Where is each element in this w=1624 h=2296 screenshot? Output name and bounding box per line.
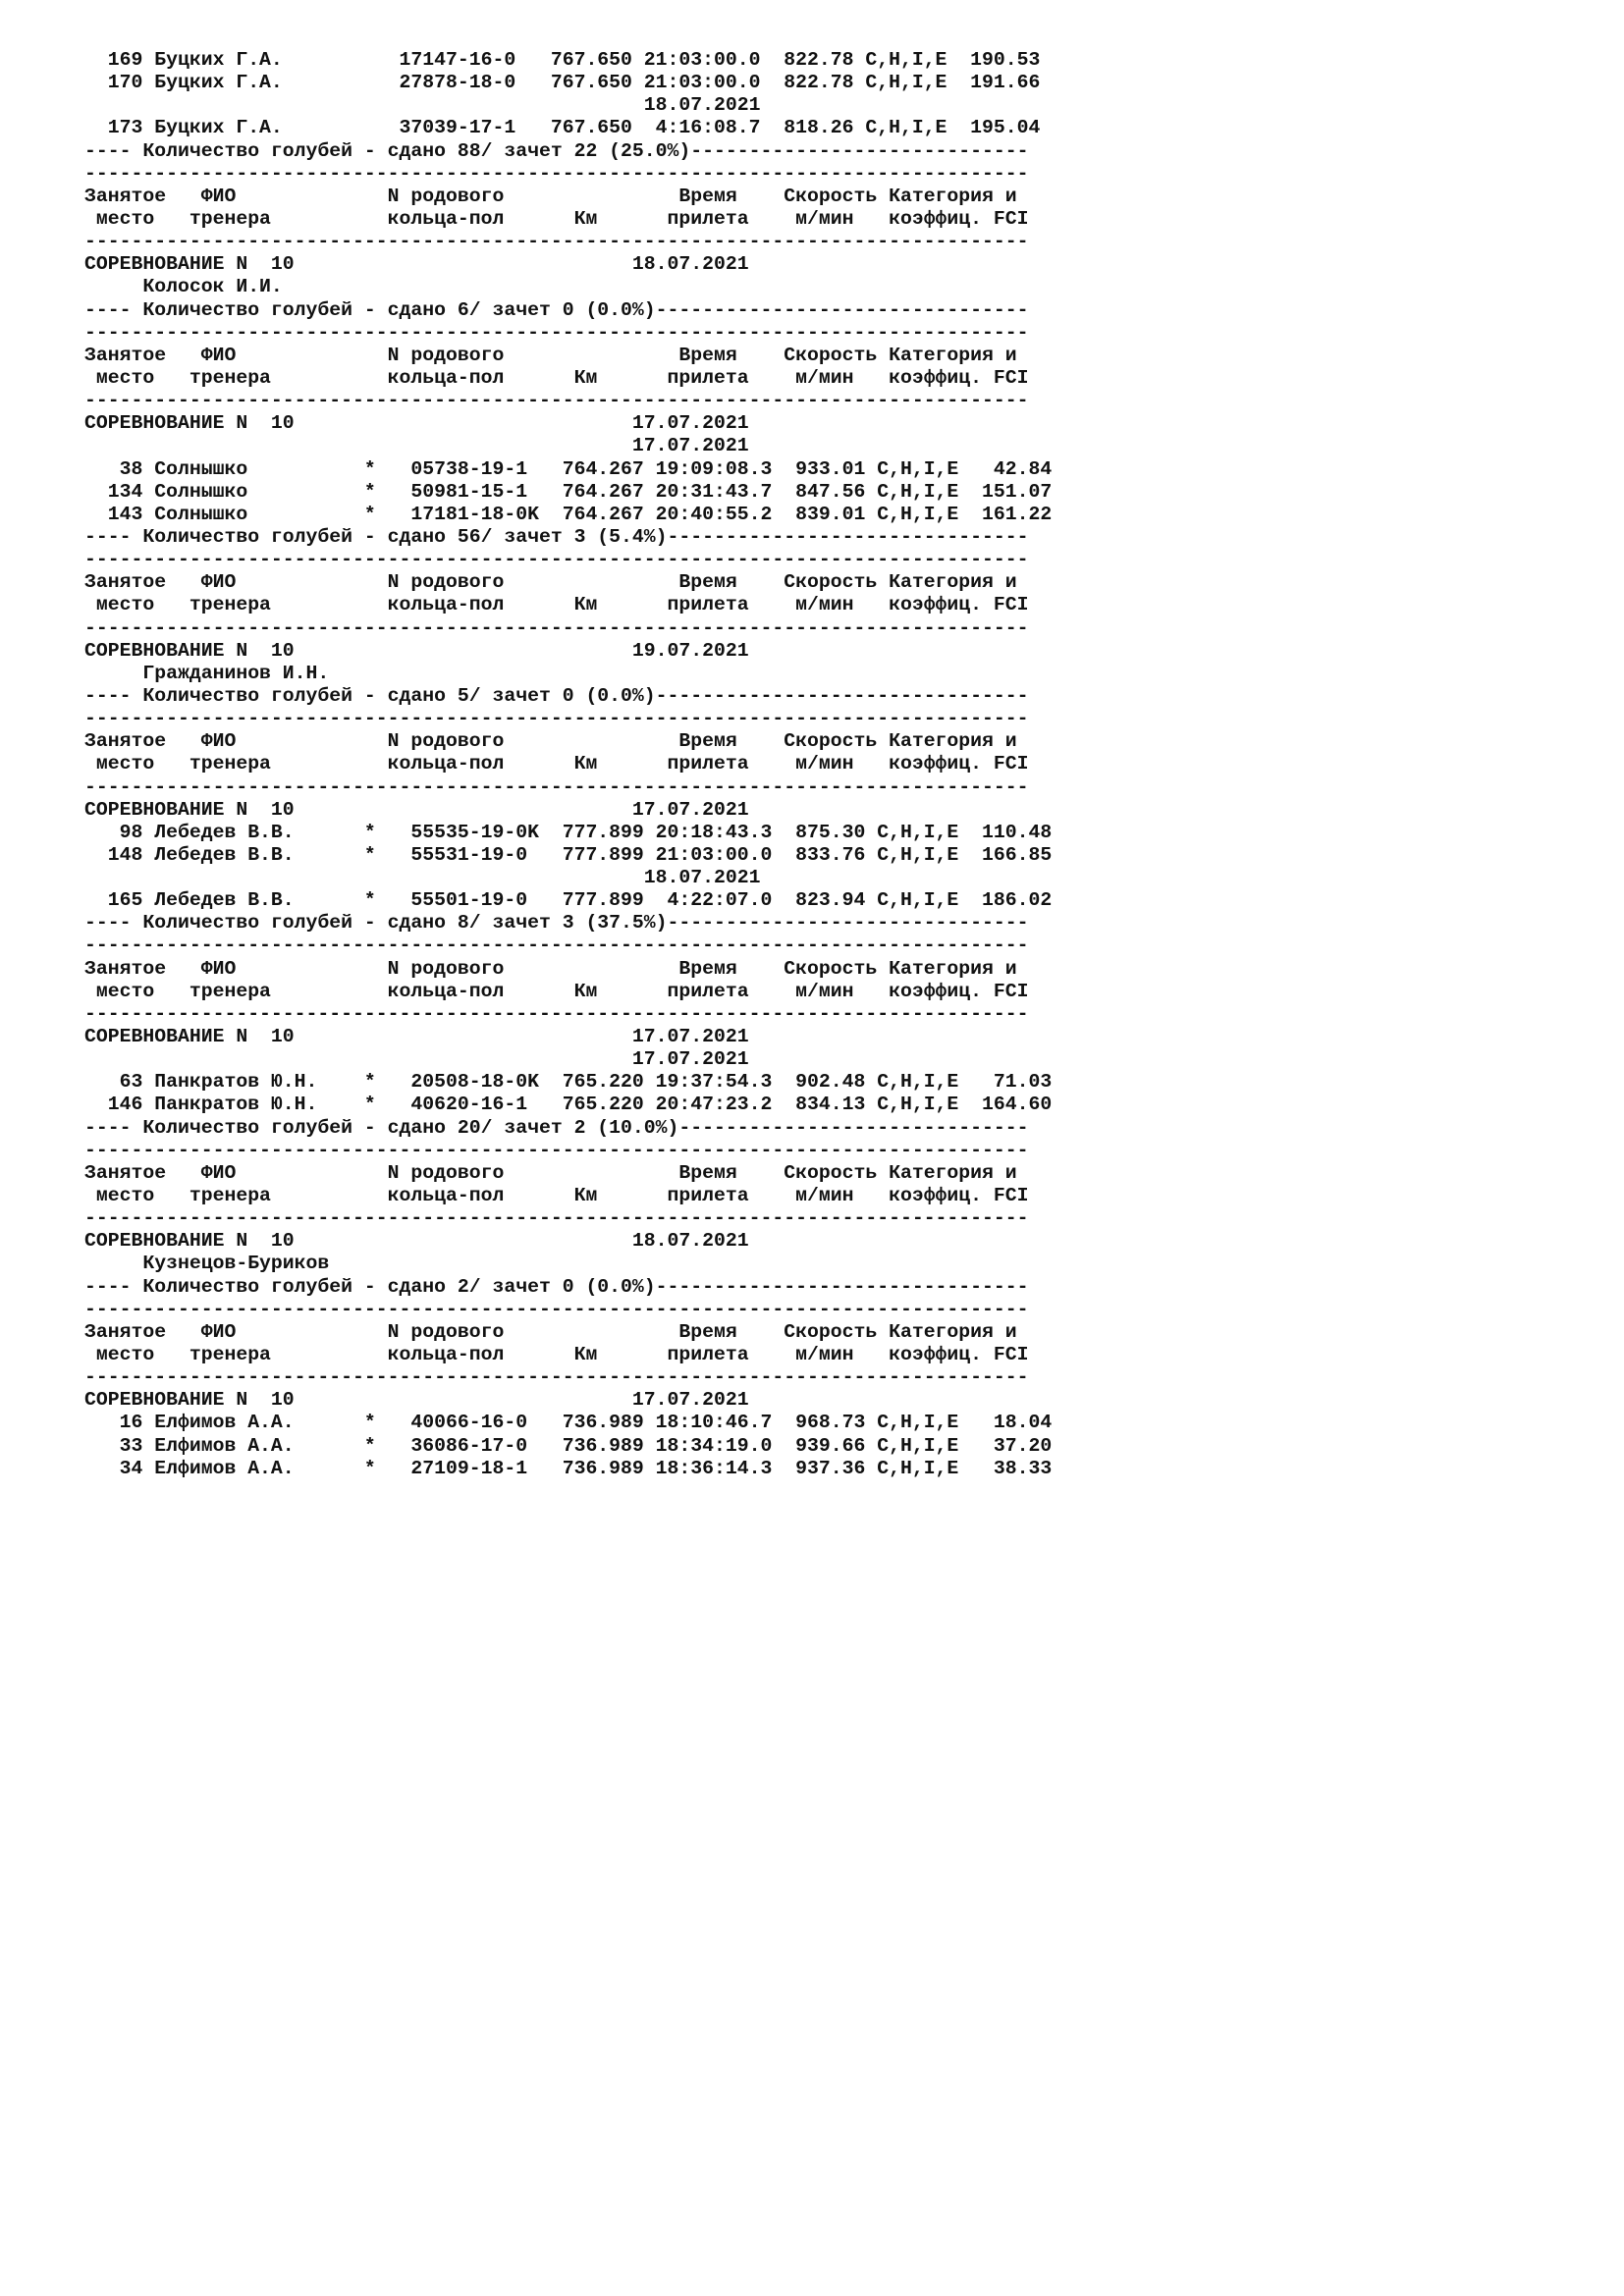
competition-heading: СОРЕВНОВАНИЕ N 10 17.07.2021 <box>84 1026 749 1048</box>
separator-line: --------------------------------------------------------------------------------- <box>84 231 1029 253</box>
separator-line: --------------------------------------------------------------------------------- <box>84 1207 1029 1230</box>
trainer-name-line: Колосок И.И. <box>84 276 283 298</box>
summary-line: ---- Количество голубей - сдано 8/ зачет 3 (37.5%)------------------------------- <box>84 912 1029 934</box>
result-row: 143 Солнышко * 17181-18-0K 764.267 20:40:55.2 839.01 C,H,I,E 161.22 <box>84 503 1053 525</box>
column-header-line: место тренера кольца-пол Км прилета м/мин коэффиц. FCI <box>84 366 1029 389</box>
result-row: 38 Солнышко * 05738-19-1 764.267 19:09:08.3 933.01 C,H,I,E 42.84 <box>84 457 1053 480</box>
result-row: 146 Панкратов Ю.Н. * 40620-16-1 765.220 20:47:23.2 834.13 C,H,I,E 164.60 <box>84 1094 1053 1116</box>
column-header-line: место тренера кольца-пол Км прилета м/мин коэффиц. FCI <box>84 1185 1029 1207</box>
separator-line: --------------------------------------------------------------------------------- <box>84 321 1029 344</box>
summary-line: ---- Количество голубей - сдано 20/ зачет 2 (10.0%)------------------------------ <box>84 1116 1029 1139</box>
column-header-line: Занятое ФИО N родового Время Скорость Категория и <box>84 1320 1017 1343</box>
separator-line: --------------------------------------------------------------------------------- <box>84 1002 1029 1025</box>
competition-heading: СОРЕВНОВАНИЕ N 10 17.07.2021 <box>84 798 749 821</box>
trainer-name-line: Кузнецов-Буриков <box>84 1253 330 1275</box>
date-line: 17.07.2021 <box>84 435 749 457</box>
result-row: 33 Елфимов А.А. * 36086-17-0 736.989 18:34:19.0 939.66 C,H,I,E 37.20 <box>84 1434 1053 1457</box>
summary-line: ---- Количество голубей - сдано 88/ зачет 22 (25.0%)----------------------------- <box>84 139 1029 162</box>
separator-line: --------------------------------------------------------------------------------- <box>84 1298 1029 1320</box>
column-header-line: Занятое ФИО N родового Время Скорость Категория и <box>84 730 1017 753</box>
separator-line: --------------------------------------------------------------------------------- <box>84 1366 1029 1389</box>
column-header-line: место тренера кольца-пол Км прилета м/мин коэффиц. FCI <box>84 980 1029 1002</box>
summary-line: ---- Количество голубей - сдано 5/ зачет 0 (0.0%)-------------------------------- <box>84 684 1029 707</box>
result-row: 98 Лебедев В.В. * 55535-19-0K 777.899 20:18:43.3 875.30 C,H,I,E 110.48 <box>84 821 1053 843</box>
column-header-line: Занятое ФИО N родового Время Скорость Категория и <box>84 571 1017 594</box>
results-printout <box>84 49 1066 1480</box>
date-line: 18.07.2021 <box>84 867 761 889</box>
separator-line: --------------------------------------------------------------------------------- <box>84 616 1029 639</box>
date-line: 17.07.2021 <box>84 1048 749 1071</box>
column-header-line: Занятое ФИО N родового Время Скорость Категория и <box>84 344 1017 366</box>
result-row: 148 Лебедев В.В. * 55531-19-0 777.899 21:03:00.0 833.76 C,H,I,E 166.85 <box>84 843 1053 866</box>
separator-line: --------------------------------------------------------------------------------- <box>84 549 1029 571</box>
separator-line: --------------------------------------------------------------------------------- <box>84 390 1029 412</box>
column-header-line: место тренера кольца-пол Км прилета м/мин коэффиц. FCI <box>84 207 1029 230</box>
column-header-line: Занятое ФИО N родового Время Скорость Категория и <box>84 1161 1017 1184</box>
competition-heading: СОРЕВНОВАНИЕ N 10 19.07.2021 <box>84 639 749 662</box>
competition-heading: СОРЕВНОВАНИЕ N 10 17.07.2021 <box>84 1389 749 1412</box>
column-header-line: место тренера кольца-пол Км прилета м/мин коэффиц. FCI <box>84 1344 1029 1366</box>
result-row: 16 Елфимов А.А. * 40066-16-0 736.989 18:10:46.7 968.73 C,H,I,E 18.04 <box>84 1412 1053 1434</box>
column-header-line: Занятое ФИО N родового Время Скорость Категория и <box>84 185 1017 207</box>
summary-line: ---- Количество голубей - сдано 56/ зачет 3 (5.4%)------------------------------- <box>84 525 1029 548</box>
result-row: 165 Лебедев В.В. * 55501-19-0 777.899 4:22:07.0 823.94 C,H,I,E 186.02 <box>84 889 1053 912</box>
separator-line: --------------------------------------------------------------------------------- <box>84 1139 1029 1161</box>
column-header-line: Занятое ФИО N родового Время Скорость Категория и <box>84 957 1017 980</box>
date-line: 18.07.2021 <box>84 94 761 117</box>
separator-line: --------------------------------------------------------------------------------- <box>84 708 1029 730</box>
trainer-name-line: Гражданинов И.Н. <box>84 662 330 684</box>
competition-heading: СОРЕВНОВАНИЕ N 10 18.07.2021 <box>84 253 749 276</box>
competition-heading: СОРЕВНОВАНИЕ N 10 17.07.2021 <box>84 412 749 435</box>
separator-line: --------------------------------------------------------------------------------- <box>84 934 1029 957</box>
result-row: 170 Буцких Г.А. 27878-18-0 767.650 21:03:00.0 822.78 C,H,I,E 191.66 <box>84 72 1041 94</box>
result-row: 173 Буцких Г.А. 37039-17-1 767.650 4:16:08.7 818.26 C,H,I,E 195.04 <box>84 117 1041 139</box>
column-header-line: место тренера кольца-пол Км прилета м/мин коэффиц. FCI <box>84 753 1029 775</box>
separator-line: --------------------------------------------------------------------------------- <box>84 162 1029 185</box>
summary-line: ---- Количество голубей - сдано 2/ зачет 0 (0.0%)-------------------------------- <box>84 1275 1029 1298</box>
separator-line: --------------------------------------------------------------------------------- <box>84 775 1029 798</box>
competition-heading: СОРЕВНОВАНИЕ N 10 18.07.2021 <box>84 1230 749 1253</box>
summary-line: ---- Количество голубей - сдано 6/ зачет 0 (0.0%)-------------------------------- <box>84 298 1029 321</box>
result-row: 63 Панкратов Ю.Н. * 20508-18-0K 765.220 19:37:54.3 902.48 C,H,I,E 71.03 <box>84 1071 1053 1094</box>
column-header-line: место тренера кольца-пол Км прилета м/мин коэффиц. FCI <box>84 594 1029 616</box>
result-row: 134 Солнышко * 50981-15-1 764.267 20:31:43.7 847.56 C,H,I,E 151.07 <box>84 480 1053 503</box>
result-row: 169 Буцких Г.А. 17147-16-0 767.650 21:03:00.0 822.78 C,H,I,E 190.53 <box>84 49 1041 71</box>
result-row: 34 Елфимов А.А. * 27109-18-1 736.989 18:36:14.3 937.36 C,H,I,E 38.33 <box>84 1457 1053 1479</box>
